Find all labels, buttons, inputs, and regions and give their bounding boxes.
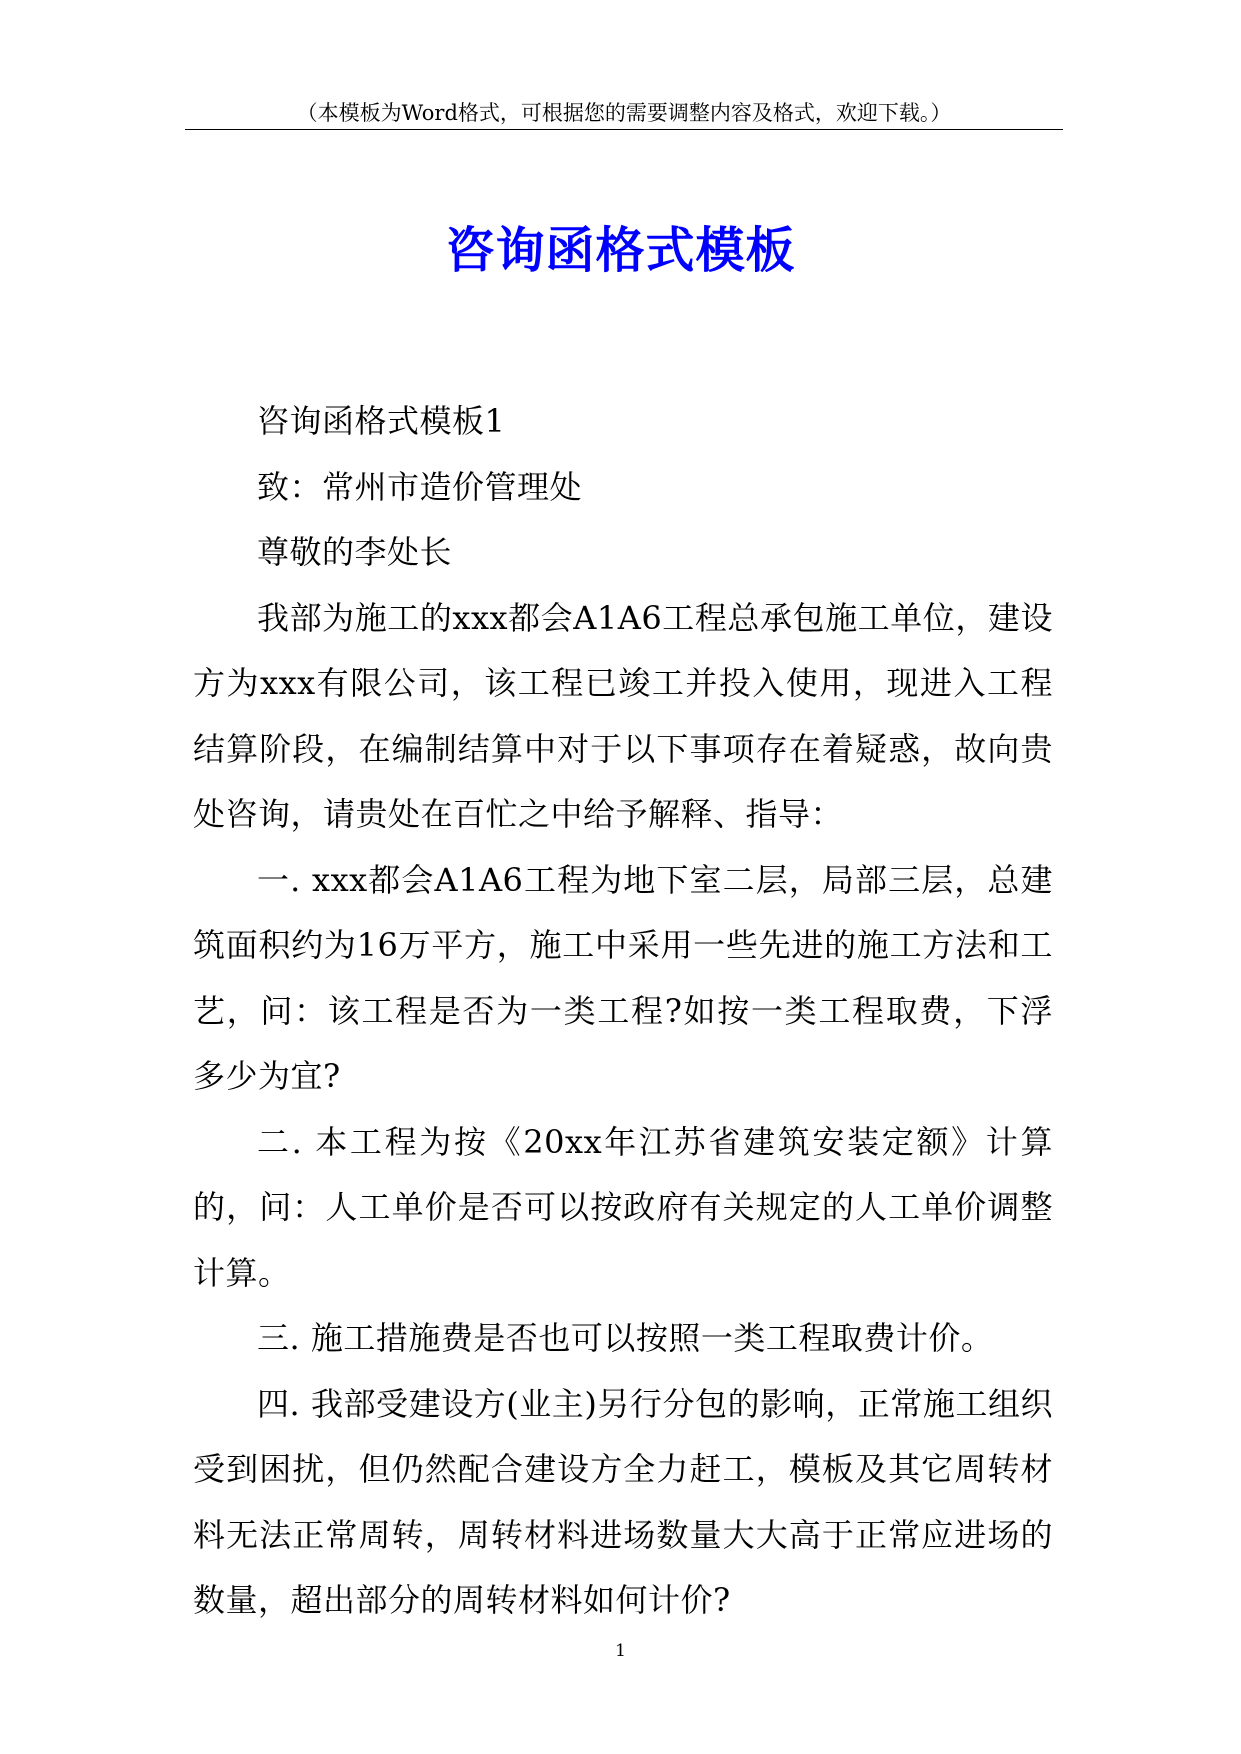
template-note: （本模板为Word格式，可根据您的需要调整内容及格式，欢迎下载。） [296, 101, 952, 125]
salutation: 尊敬的李处长 [257, 533, 453, 571]
body-paragraph-item-4: 四. 我部受建设方(业主)另行分包的影响，正常施工组织受到困扰，但仍然配合建设方全力赶工，模板及其它周转材料无法正常周转，周转材料进场数量大大高于正常应进场的数量，超出部分的周转材料如何计价? [193, 1384, 1053, 1619]
document-body [193, 389, 1053, 1634]
body-paragraph-item-3: 三. 施工措施费是否也可以按照一类工程取费计价。 [257, 1319, 994, 1357]
document-title: 咨询函格式模板 [445, 221, 796, 279]
page-number: 1 [615, 1641, 626, 1661]
section-heading: 咨询函格式模板1 [257, 402, 506, 440]
body-paragraph-item-1: 一. xxx都会A1A6工程为地下室二层，局部三层，总建筑面积约为16万平方，施工中采用一些先进的施工方法和工艺，问：该工程是否为一类工程?如按一类工程取费，下浮多少为宜? [193, 860, 1053, 1095]
body-paragraph-intro: 我部为施工的xxx都会A1A6工程总承包施工单位，建设方为xxx有限公司，该工程已竣工并投入使用，现进入工程结算阶段，在编制结算中对于以下事项存在着疑惑，故向贵处咨询，请贵处在百忙之中给予解释、指导： [193, 598, 1053, 833]
recipient-line: 致：常州市造价管理处 [257, 467, 583, 506]
header-divider [185, 129, 1063, 130]
body-paragraph-item-2: 二. 本工程为按《20xx年江苏省建筑安装定额》计算的，问：人工单价是否可以按政府有关规定的人工单价调整计算。 [193, 1122, 1053, 1292]
